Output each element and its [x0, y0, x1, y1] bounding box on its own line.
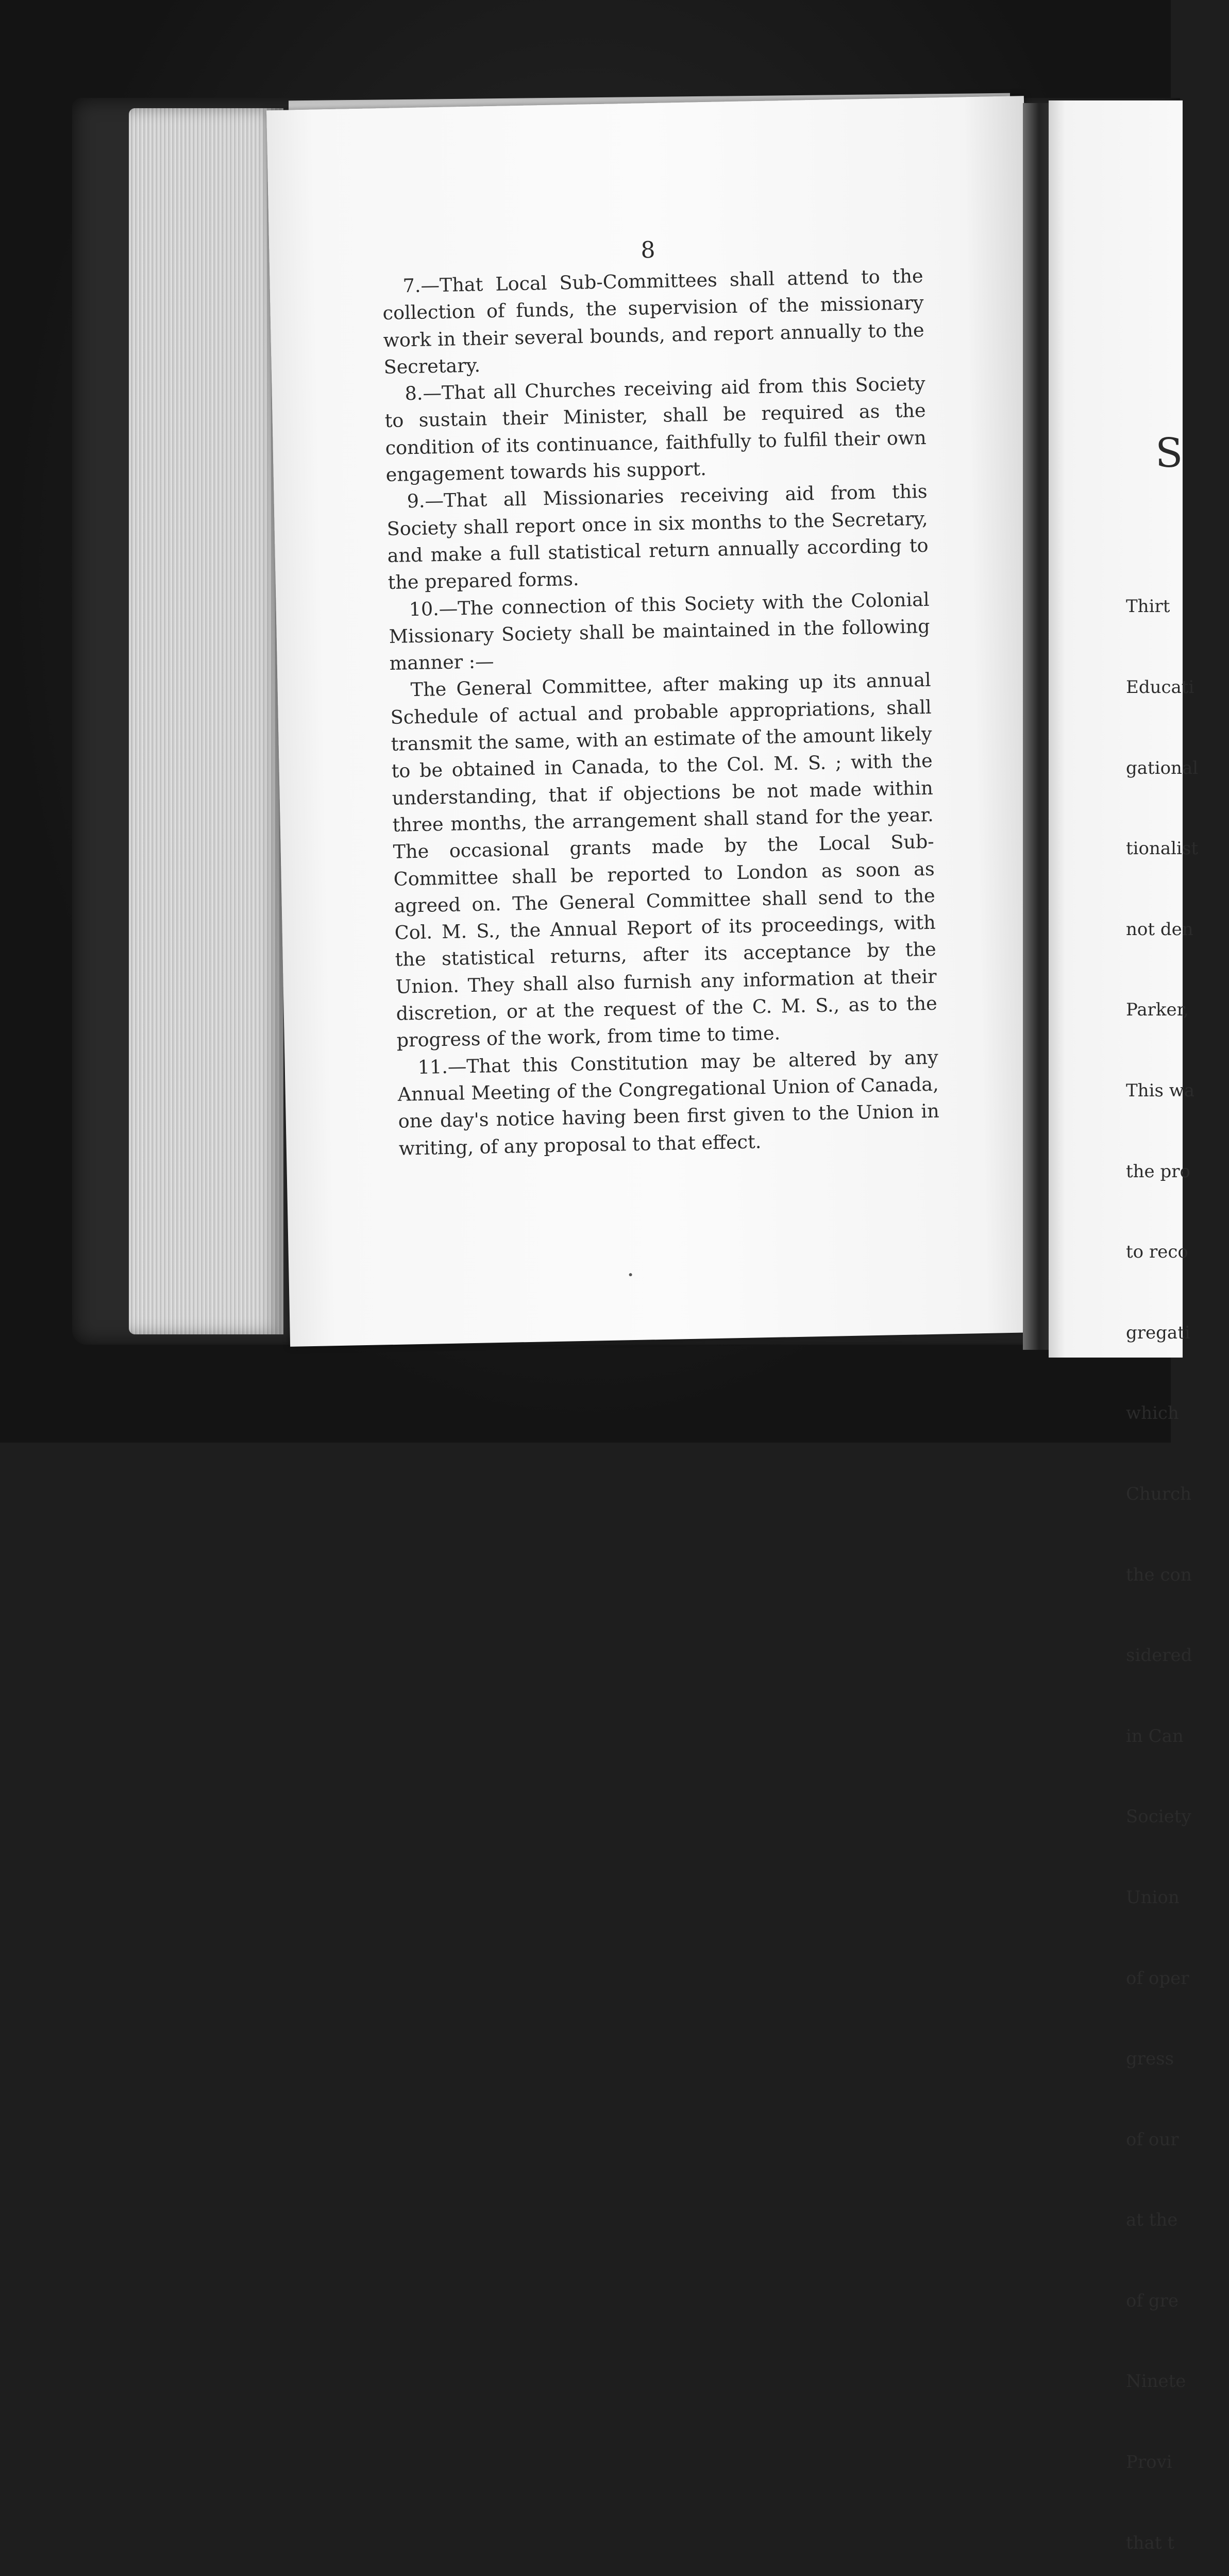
line-fragment: the pro [1126, 1161, 1190, 1182]
line-fragment: of gre [1126, 2290, 1179, 2311]
line-fragment: Parker, [1126, 999, 1189, 1021]
line-fragment: to reco [1126, 1242, 1188, 1263]
line-fragment: which [1126, 1403, 1179, 1424]
paragraph-11: 11.—That this Constitution may be altered by any Annual Meeting of the Congregational Union of Canada, one day's notice having been first given to the Union in writing, of any proposal to that effect. [397, 1046, 940, 1160]
line-fragment: Church [1126, 1483, 1192, 1504]
line-fragment: This wa [1126, 1080, 1195, 1101]
line-fragment: gational [1126, 757, 1199, 778]
page-number: 8 [640, 236, 655, 264]
line-fragment: tionalist [1126, 838, 1199, 859]
right-page-heading-fragment: S [1155, 430, 1183, 477]
page-body-text [382, 263, 940, 1162]
paragraph-9: 9.—That all Missionaries receiving aid from this Society shall report once in six months to the Secretary, and make a full statistical return annually according to the prepared forms. [386, 480, 929, 594]
line-fragment: gregati [1126, 1322, 1190, 1343]
page-edges-stack [129, 108, 283, 1334]
paragraph-10-detail: The General Committee, after making up its annual Schedule of actual and probable appropriations, shall transmit the same, with an estimate of the amount likely to be obtained in Canada, to the Col. M. S. ; with the understanding, that if objections be not made within three months, the arrangement shall stand for the year. The occasional grants made by the Local Sub-Committee shall be reported to London as soon as agreed on. The General Committee shall send to the Col. M. S., the Annual Report of its proceedings, with the statistical returns, after its acceptance by the Union. They shall also furnish any information at their discretion, or at the request of the C. M. S., as to the progress of the work, from time to time. [390, 669, 938, 1052]
line-fragment: not den [1126, 919, 1193, 940]
line-fragment: sidered [1126, 1645, 1192, 1666]
line-fragment: gress [1126, 2048, 1174, 2070]
line-fragment: the con [1126, 1564, 1192, 1585]
line-fragment: Provi [1126, 2452, 1172, 2473]
ink-speck [629, 1273, 632, 1276]
line-fragment: at the [1126, 2210, 1178, 2231]
line-fragment: Union [1126, 1887, 1180, 1908]
right-page [1049, 100, 1199, 2553]
paragraph-10: 10.—The connection of this Society with the Colonial Missionary Society shall be maintained in the following manner :— [389, 588, 930, 675]
line-fragment: Society [1126, 1806, 1191, 1827]
right-page-line-fragments [1126, 539, 1229, 2576]
line-fragment: Educati [1126, 677, 1194, 698]
left-page [266, 96, 1048, 1347]
line-fragment: of oper [1126, 1968, 1189, 1989]
line-fragment: Ninete [1126, 2371, 1186, 2392]
line-fragment: that t [1126, 2532, 1174, 2553]
paragraph-8: 8.—That all Churches receiving aid from this Society to sustain their Minister, shall be required as the condition of its continuance, faithfully to fulfil their own engagement towards his support. [384, 372, 927, 486]
line-fragment: of our [1126, 2129, 1179, 2150]
line-fragment: Thirt [1126, 596, 1170, 617]
paragraph-7: 7.—That Local Sub-Committees shall attend to the collection of funds, the supervision of the missionary work in their several bounds, and report annually to the Secretary. [382, 264, 924, 378]
line-fragment: in Can [1126, 1725, 1184, 1747]
